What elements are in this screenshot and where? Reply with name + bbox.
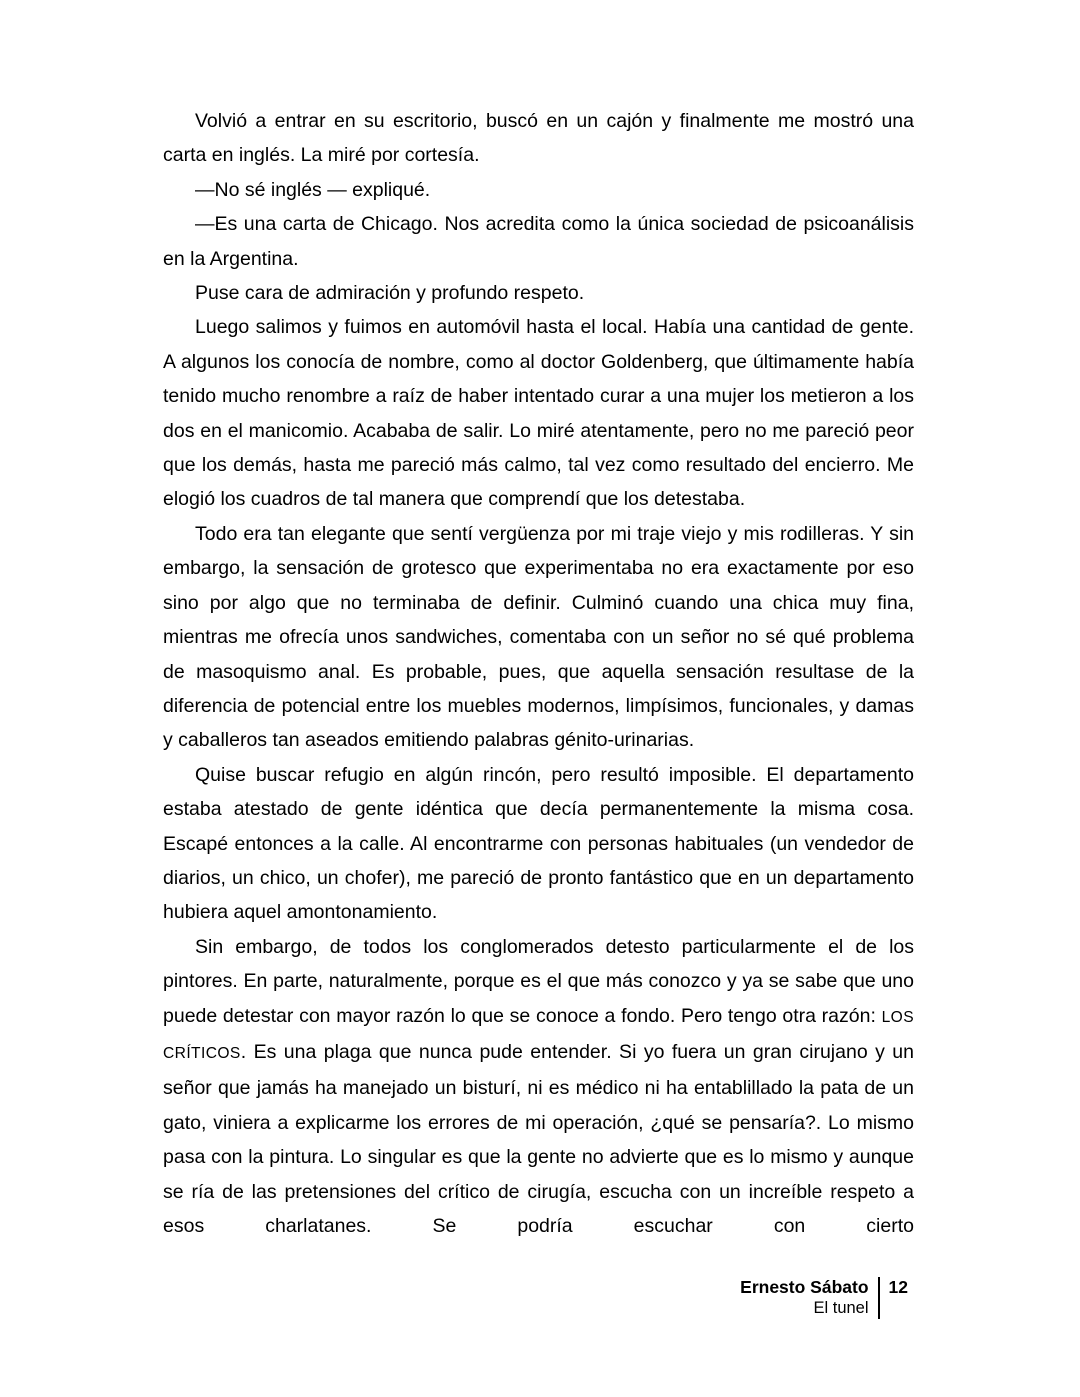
paragraph-text: Puse cara de admiración y profundo respeto. bbox=[195, 282, 585, 305]
paragraph bbox=[163, 930, 914, 1244]
paragraph-text: Volvió a entrar en su escritorio, buscó en un cajón y finalmente me mostró una carta en inglés. La miré por cortesía. bbox=[163, 110, 914, 167]
page-body bbox=[163, 104, 914, 1243]
paragraph-text: —Es una carta de Chicago. Nos acredita como la única sociedad de psicoanálisis en la Argentina. bbox=[163, 213, 914, 270]
paragraph bbox=[163, 517, 914, 758]
paragraph-text: Todo era tan elegante que sentí vergüenza por mi traje viejo y mis rodilleras. Y sin embargo, la sensación de grotesco que experimentaba no era exactamente por eso sino por algo que no terminaba de definir. Culminó cuando una chica muy fina, mientras me ofrecía unos sandwiches, comentaba con un señor no sé qué problema de masoquismo anal. Es probable, pues, que aquella sensación resultase de la diferencia de potencial entre los muebles modernos, limpísimos, funcionales, y damas y caballeros tan aseados emitiendo palabras génito-urinarias. bbox=[163, 522, 914, 752]
paragraph bbox=[163, 276, 914, 310]
smallcaps-text: LOS CRÍTICOS bbox=[163, 1008, 914, 1062]
paragraph-text: Quise buscar refugio en algún rincón, pero resultó imposible. El departamento estaba atestado de gente idéntica que decía permanentemente la misma cosa. Escapé entonces a la calle. Al encontrarme con personas habituales (un vendedor de diarios, un chico, un chofer), me pareció de pronto fantástico que en un departamento hubiera aquel amontonamiento. bbox=[163, 763, 914, 924]
paragraph-text: . Es una plaga que nunca pude entender. Si yo fuera un gran cirujano y un señor que jamás ha manejado un bisturí, ni es médico ni ha entablillado la pata de un gato, viniera a explicarme los errores de mi operación, ¿qué se pensaría?. Lo mismo pasa con la pintura. Lo singular es que la gente no advierte que es lo mismo y aunque se ría de las pretensiones del crítico de cirugía, escucha con un increíble respeto a esos charlatanes. Se podría escuchar con cierto bbox=[163, 1040, 914, 1237]
paragraph bbox=[163, 310, 914, 516]
paragraph-text: Luego salimos y fuimos en automóvil hasta el local. Había una cantidad de gente. A algunos los conocía de nombre, como al doctor Goldenberg, que últimamente había tenido mucho renombre a raíz de haber intentado curar a una mujer los metieron a los dos en el manicomio. Acababa de salir. Lo miré atentamente, pero no me pareció peor que los demás, hasta me pareció más calmo, tal vez como resultado del encierro. Me elogió los cuadros de tal manera que comprendí que los detestaba. bbox=[163, 316, 914, 511]
paragraph-text: Sin embargo, de todos los conglomerados detesto particularmente el de los pintores. En parte, naturalmente, porque es el que más conozco y ya se sabe que uno puede detestar con mayor razón lo que se conoce a fondo. Pero tengo otra razón: bbox=[163, 935, 914, 1027]
paragraph bbox=[163, 173, 914, 207]
footer-book-title: El tunel bbox=[813, 1299, 869, 1317]
paragraph bbox=[163, 758, 914, 930]
page-footer bbox=[740, 1277, 908, 1319]
paragraph-text: —No sé inglés — expliqué. bbox=[195, 178, 431, 201]
footer-author: Ernesto Sábato bbox=[740, 1277, 869, 1297]
paragraph bbox=[163, 104, 914, 173]
footer-page-number: 12 bbox=[888, 1277, 908, 1297]
paragraph bbox=[163, 207, 914, 276]
footer-titles bbox=[740, 1277, 877, 1318]
